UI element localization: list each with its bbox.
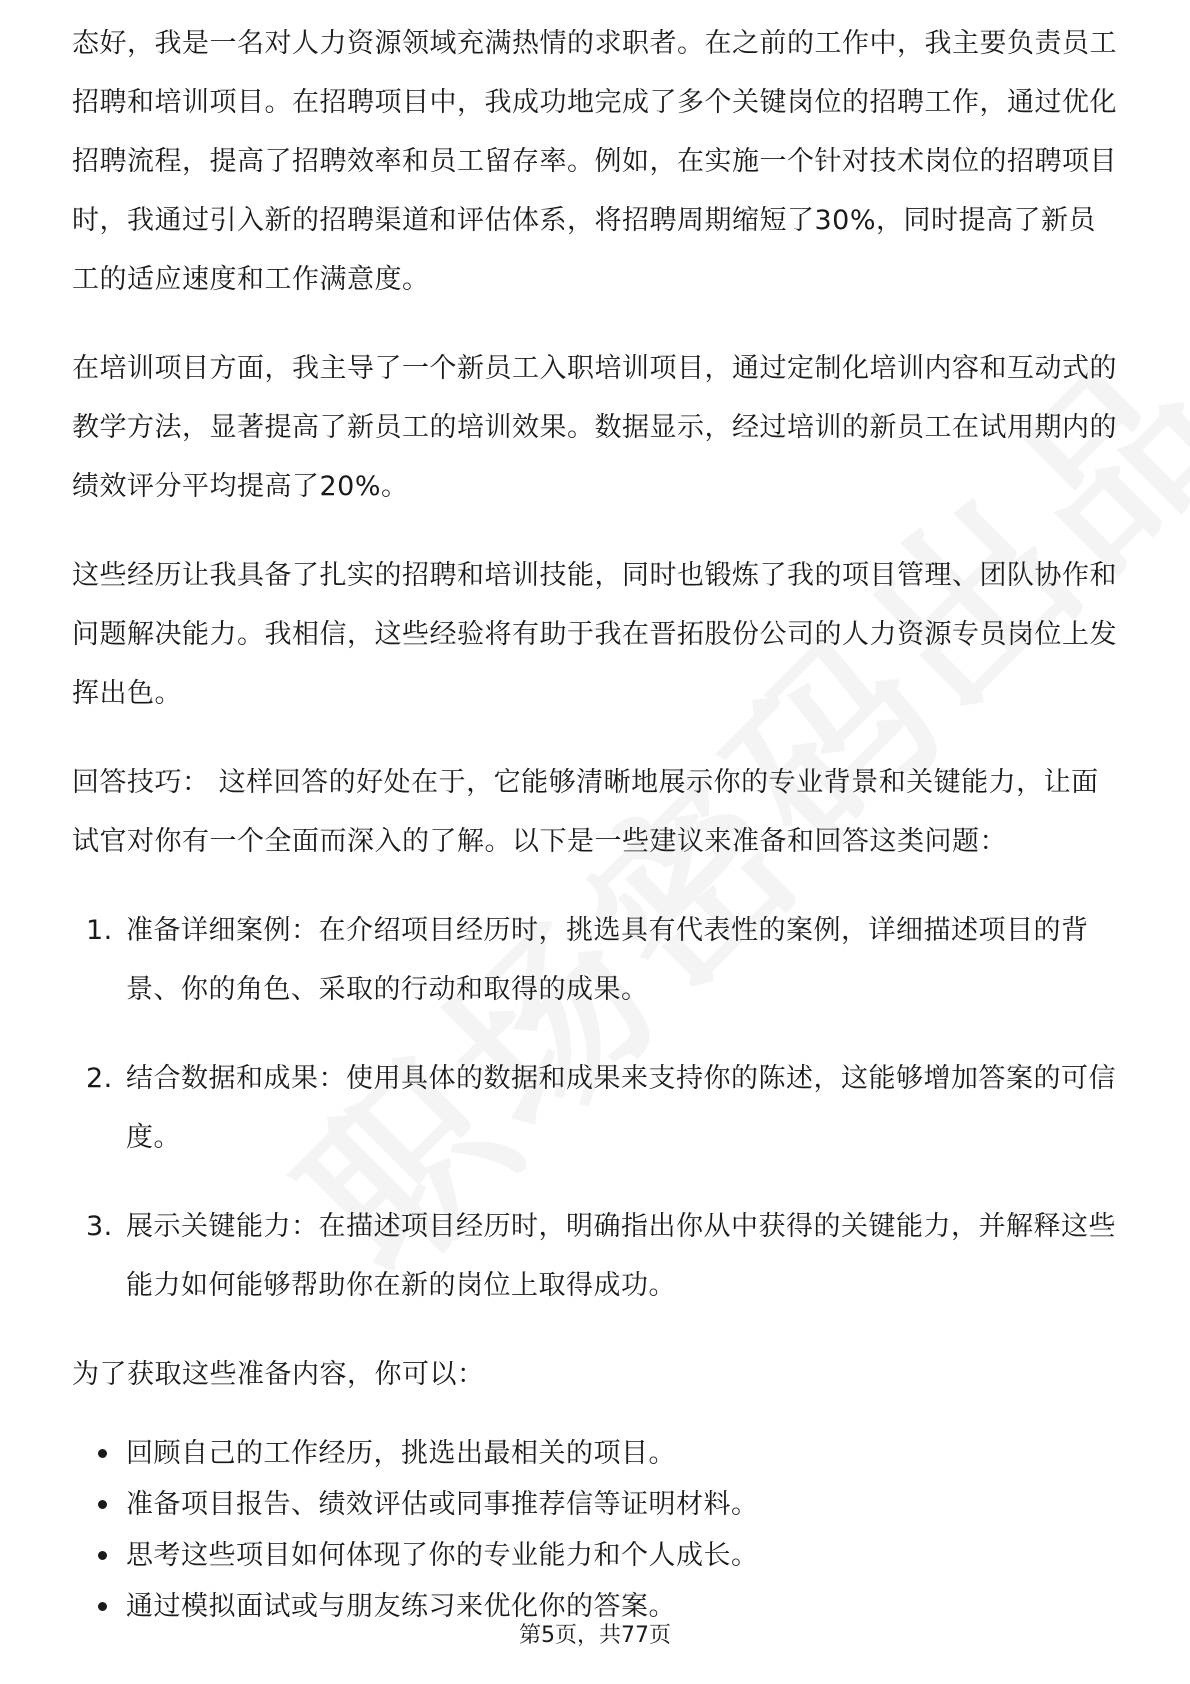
bullet-icon <box>98 1551 107 1560</box>
paragraph-experience: 态好，我是一名对人力资源领域充满热情的求职者。在之前的工作中，我主要负责员工招聘和培训项目。在招聘项目中，我成功地完成了多个关键岗位的招聘工作，通过优化招聘流程，提高了招聘效率和员工留存率。例如，在实施一个针对技术岗位的招聘项目时，我通过引入新的招聘渠道和评估体系，将招聘周期缩短了30%，同时提高了新员工的适应速度和工作满意度。 <box>72 28 1117 295</box>
list-item <box>72 1536 1122 1575</box>
paragraph-training: 在培训项目方面，我主导了一个新员工入职培训项目，通过定制化培训内容和互动式的教学方法，显著提高了新员工的培训效果。数据显示，经过培训的新员工在试用期内的绩效评分平均提高了20%。 <box>72 353 1117 502</box>
list-item-text: 回顾自己的工作经历，挑选出最相关的项目。 <box>126 1438 676 1469</box>
list-item-text: 思考这些项目如何体现了你的专业能力和个人成长。 <box>126 1540 759 1571</box>
bullet-icon <box>98 1449 107 1458</box>
list-item <box>72 1049 1122 1167</box>
prepare-bullet-list <box>72 1434 1122 1626</box>
list-number: 1. <box>86 915 113 946</box>
paragraph-prepare-intro: 为了获取这些准备内容，你可以： <box>72 1359 485 1390</box>
page-number: 第5页，共77页 <box>519 1623 671 1648</box>
list-item-text: 展示关键能力：在描述项目经历时，明确指出你从中获得的关键能力，并解释这些能力如何能够帮助你在新的岗位上取得成功。 <box>126 1211 1116 1301</box>
list-item-text: 结合数据和成果：使用具体的数据和成果来支持你的陈述，这能够增加答案的可信度。 <box>126 1063 1116 1153</box>
list-item-text: 准备项目报告、绩效评估或同事推荐信等证明材料。 <box>126 1489 759 1520</box>
list-number: 3. <box>86 1211 113 1242</box>
list-item-text: 通过模拟面试或与朋友练习来优化你的答案。 <box>126 1591 676 1622</box>
paragraph-answer-tips: 回答技巧： 这样回答的好处在于，它能够清晰地展示你的专业背景和关键能力，让面试官对你有一个全面而深入的了解。以下是一些建议来准备和回答这类问题： <box>72 767 1099 857</box>
list-item <box>72 1434 1122 1473</box>
list-item <box>72 901 1122 1019</box>
list-number: 2. <box>86 1063 113 1094</box>
list-item-text: 准备详细案例：在介绍项目经历时，挑选具有代表性的案例，详细描述项目的背景、你的角色、采取的行动和取得的成果。 <box>126 915 1089 1005</box>
list-item <box>72 1485 1122 1524</box>
bullet-icon <box>98 1602 107 1611</box>
list-item <box>72 1197 1122 1315</box>
page-content <box>72 22 1122 1638</box>
paragraph-skills: 这些经历让我具备了扎实的招聘和培训技能，同时也锻炼了我的项目管理、团队协作和问题解决能力。我相信，这些经验将有助于我在晋拓股份公司的人力资源专员岗位上发挥出色。 <box>72 560 1117 709</box>
tips-ordered-list <box>72 901 1122 1315</box>
bullet-icon <box>98 1500 107 1509</box>
